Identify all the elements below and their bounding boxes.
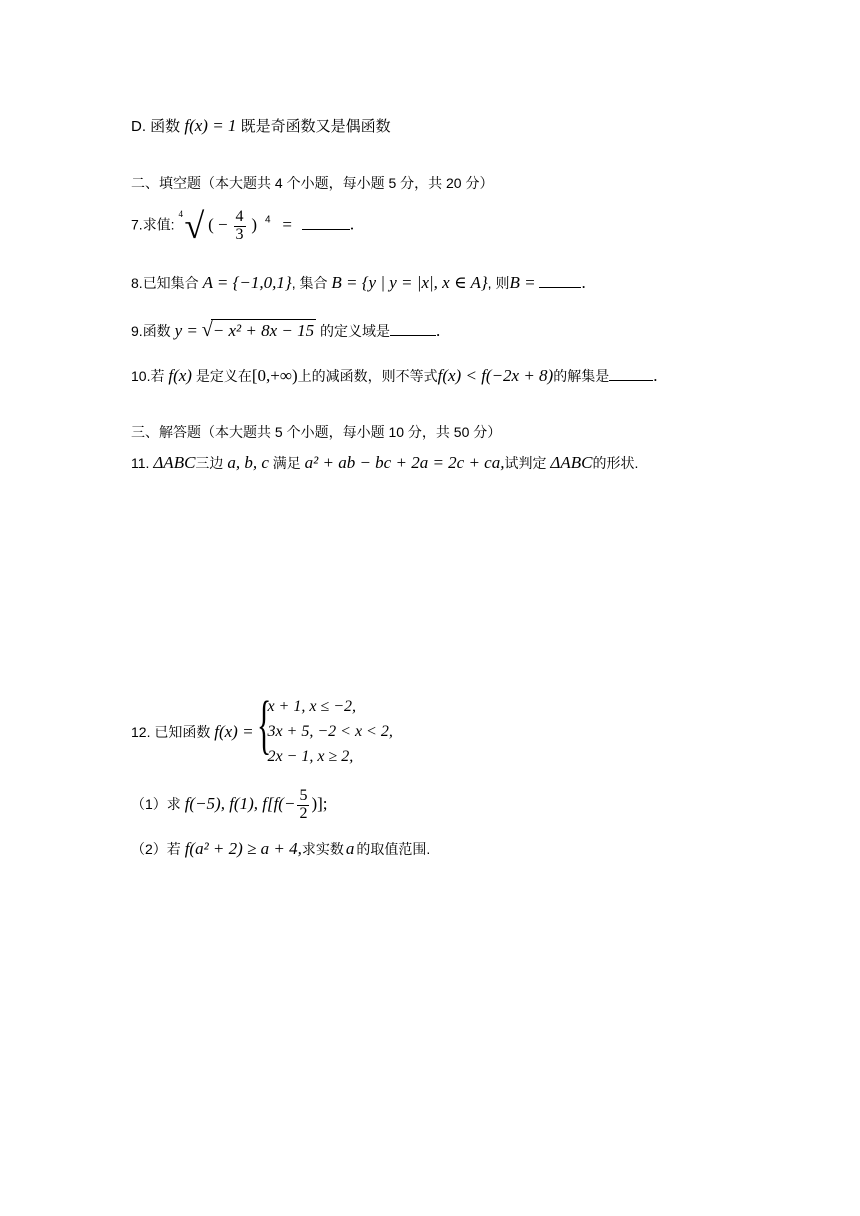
q7-frac-num: 4 <box>235 207 244 225</box>
q12-part1-tail: )]; <box>311 794 328 813</box>
q12-part1-label: （1） <box>131 796 167 812</box>
option-d-math: f(x) = 1 <box>184 116 237 135</box>
q11-text-a: 三边 <box>195 455 224 471</box>
q8-number: 8. <box>131 275 143 291</box>
question-8: 8.已知集合 A = {−1,0,1}, 集合 B = {y | y = |x|, x ∈ A}, 则B = . <box>131 273 586 292</box>
q12-part2-math: f(a² + 2) ≥ a + 4, <box>184 839 302 858</box>
q7-text: 求值: <box>142 216 175 233</box>
option-d <box>131 117 391 134</box>
section-2-header: 二、填空题（本大题共 4 个小题，每小题 5 分，共 20 分） <box>131 175 494 191</box>
q8-answer-blank <box>539 286 581 288</box>
q10-math-a: f(x) <box>168 366 192 385</box>
q11-math-d: ΔABC <box>550 453 593 472</box>
question-12 <box>131 688 393 769</box>
q9-radicand: − x² + 8x − 15 <box>212 321 315 340</box>
q8-text-b: , 集合 <box>291 275 328 291</box>
q9-math-lhs: y = <box>174 321 198 340</box>
q7-fraction <box>234 209 246 244</box>
question-10: 10.若 f(x) 是定义在[0,+∞)上的减函数，则不等式f(x) < f(−2x + 8)的解集是 . <box>131 366 658 385</box>
q10-text-d: 的解集是 <box>553 368 610 384</box>
q10-text-a: 若 <box>150 368 165 384</box>
q12-part1-fraction <box>297 788 309 823</box>
option-d-label: D. <box>131 118 146 135</box>
q12-text-a: 已知函数 <box>154 724 211 740</box>
q10-text-c: 上的减函数，则不等式 <box>297 368 438 384</box>
q7-number: 7. <box>131 216 143 233</box>
q12-math-a: f(x) = <box>214 722 254 741</box>
q7-equals: = <box>282 214 293 234</box>
q11-text-c: 试判定 <box>504 455 547 471</box>
q8-text-a: 已知集合 <box>142 275 199 291</box>
q12-part2-var: a <box>345 839 355 858</box>
q9-number: 9. <box>131 323 143 339</box>
q12-case-1: x + 1, x ≤ −2, <box>267 698 357 715</box>
q10-text-b: 是定义在 <box>195 368 252 384</box>
q12-part2-text-a: 若 <box>166 841 181 857</box>
question-9: 9.函数 y = √− x² + 8x − 15 的定义域是 . <box>131 319 441 341</box>
radical-sign-icon: √ <box>201 319 213 341</box>
q11-math-a: ΔABC <box>153 453 196 472</box>
q12-part2-label: （2） <box>131 841 167 857</box>
q9-text-b: 的定义域是 <box>319 323 390 339</box>
radical-sign-icon: √ <box>184 206 205 246</box>
q12-piecewise <box>257 688 393 769</box>
q8-math-a: A = {−1,0,1} <box>202 273 292 292</box>
q10-math-b: [0,+∞) <box>251 366 298 385</box>
q12-part-2 <box>131 840 430 857</box>
q9-text-a: 函数 <box>142 323 171 339</box>
q9-answer-blank <box>390 334 436 336</box>
q7-exponent: 4 <box>264 214 271 226</box>
q8-math-b: B = {y | y = |x|, x ∈ A} <box>331 273 488 292</box>
q12-number: 12. <box>131 724 151 740</box>
q11-number: 11. <box>131 455 150 471</box>
option-d-text-post: 既是奇函数又是偶函数 <box>240 118 391 135</box>
q10-number: 10. <box>131 368 151 384</box>
q8-math-c: B = <box>509 273 536 292</box>
q12-part1-math: f(−5), f(1), f[f(− <box>184 794 296 813</box>
q12-part-1 <box>131 788 328 823</box>
q11-text-b: 满足 <box>272 455 301 471</box>
q12-part2-text-c: 的取值范围. <box>356 841 431 857</box>
option-d-text-pre: 函数 <box>150 118 181 135</box>
left-brace-icon: { <box>257 688 272 761</box>
section-3-header: 三、解答题（本大题共 5 个小题，每小题 10 分，共 50 分） <box>131 424 502 440</box>
q12-case-3: 2x − 1, x ≥ 2, <box>267 748 354 765</box>
q12-part1-frac-den: 2 <box>299 804 308 822</box>
q7-frac-den: 3 <box>235 225 244 243</box>
q7-radical: 4 √ ( − $\frac{4}{3}$ ) <box>178 206 258 246</box>
question-11 <box>131 454 638 471</box>
q8-text-c: , 则 <box>487 275 510 291</box>
q11-math-b: a, b, c <box>227 453 269 472</box>
q12-part2-text-b: 求实数 <box>301 841 344 857</box>
q12-case-2: 3x + 5, −2 < x < 2, <box>267 723 393 740</box>
q12-part1-text: 求 <box>166 796 181 812</box>
q10-answer-blank <box>609 379 653 381</box>
q11-math-c: a² + ab − bc + 2a = 2c + ca, <box>304 453 505 472</box>
q7-root-index: 4 <box>178 209 183 219</box>
q10-math-c: f(x) < f(−2x + 8) <box>437 366 554 385</box>
q12-part1-frac-num: 5 <box>299 787 308 804</box>
question-7: 7.求值: 4 √ ( − $\frac{4}{3}$ ) $^4$ = . <box>131 206 355 246</box>
q7-answer-blank <box>302 228 350 230</box>
q11-text-d: 的形状. <box>592 455 639 471</box>
